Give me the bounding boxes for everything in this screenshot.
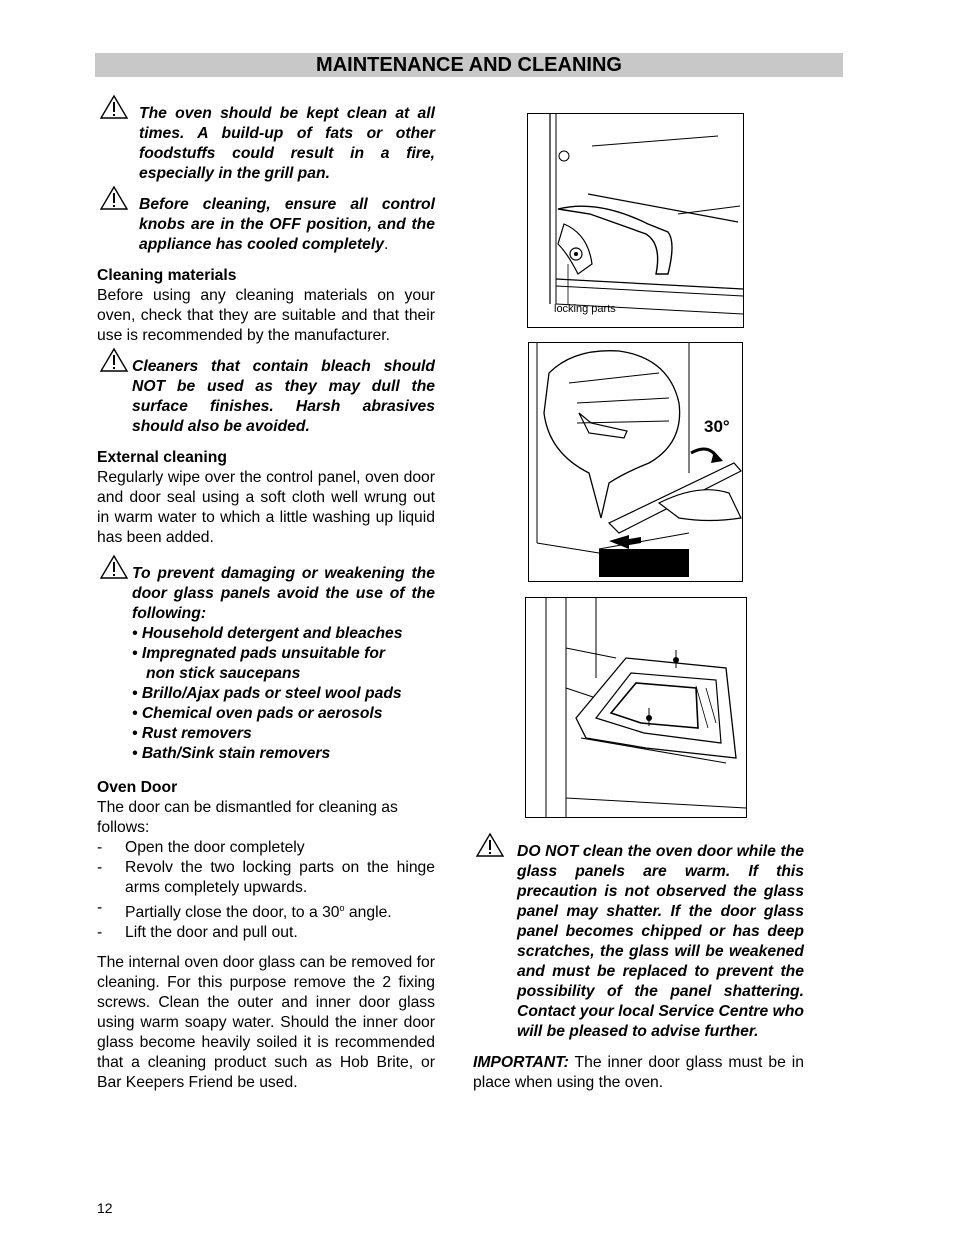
list-item: • Rust removers [132,725,252,742]
list-item: • Household detergent and bleaches [132,625,403,642]
door-steps-list [97,838,435,943]
cleaning-materials-heading: Cleaning materials [97,267,237,284]
list-item: • Brillo/Ajax pads or steel wool pads [132,685,402,702]
warning-triangle-icon [475,832,505,858]
avoid-list [132,624,435,764]
right-column [473,842,804,1093]
inner-glass-figure [525,597,747,818]
external-cleaning-heading: External cleaning [97,449,227,466]
warning-triangle-icon [99,185,129,211]
door-removal-illustration [529,343,742,581]
page-title: MAINTENANCE AND CLEANING [95,53,843,77]
list-item: - Open the door completely [97,838,435,858]
left-column [97,104,435,1104]
list-item: • Chemical oven pads or aerosols [132,705,383,722]
door-30-degree-figure [528,342,743,582]
angle-label: 30° [704,417,730,436]
list-item: - Lift the door and pull out. [97,923,435,943]
oven-door-text: The door can be dismantled for cleaning as follows: [97,799,398,836]
oven-door-heading: Oven Door [97,779,178,796]
page-number: 12 [97,1200,113,1216]
list-item: • Impregnated pads unsuitable for [132,645,386,662]
warning-before-cleaning: Before cleaning, ensure all control knobs are in the OFF position, and the appliance has cooled completely. [97,195,435,255]
glass-removal-illustration [526,598,746,817]
hinge-illustration [528,114,743,327]
list-item: non stick saucepans [146,665,301,682]
warning-triangle-icon [99,94,129,120]
warning-triangle-icon [99,347,129,373]
locking-parts-label: locking parts [554,303,616,315]
important-note: IMPORTANT: The inner door glass must be in place when using the oven. [473,1054,804,1091]
warning-keep-clean: The oven should be kept clean at all times. A build-up of fats or other foodstuffs could result in a fire, especially in the grill pan. [97,104,435,184]
cleaning-materials-text: Before using any cleaning materials on your oven, check that they are suitable and that their use is recommended by the manufacturer. [97,287,435,344]
glass-removal-text: The internal oven door glass can be removed for cleaning. For this purpose remove the 2 fixing screws. Clean the outer and inner door glass using warm soapy water. Should the inner door glass become heavily soiled it is recommended that a cleaning product such as Hob Brite, or Bar Keepers Friend be used. [97,954,435,1092]
list-item: - Partially close the door, to a 30$^o$ angle. [97,898,435,923]
warning-bleach: Cleaners that contain bleach should NOT be used as they may dull the surface finishes. Harsh abrasives should also be avoided. [97,357,435,437]
warning-warm-glass: DO NOT clean the oven door while the glass panels are warm. If this precaution is not observed the glass panel may shatter. If the door glass panel becomes chipped or has deep scratches, the glass will be weakened and must be replaced to prevent the possibility of the panel shattering. Contact your local Service Centre who will be pleased to advise further. [473,842,804,1042]
warning-door-glass: To prevent damaging or weakening the door glass panels avoid the use of the following: • Household detergent and bleaches • Impregnated pads unsuitable for non stick saucepans • Brillo/Ajax pads or steel wool pads • Chemical oven pads or aerosols • Rust removers • Bath/Sink stain removers [97,564,435,764]
hinge-locking-parts-figure [527,113,744,328]
external-cleaning-text: Regularly wipe over the control panel, oven door and door seal using a soft cloth well wrung out in warm water to which a little washing up liquid has been added. [97,469,435,546]
warning-triangle-icon [99,554,129,580]
list-item: • Bath/Sink stain removers [132,745,331,762]
list-item: - Revolv the two locking parts on the hinge arms completely upwards. [97,858,435,898]
